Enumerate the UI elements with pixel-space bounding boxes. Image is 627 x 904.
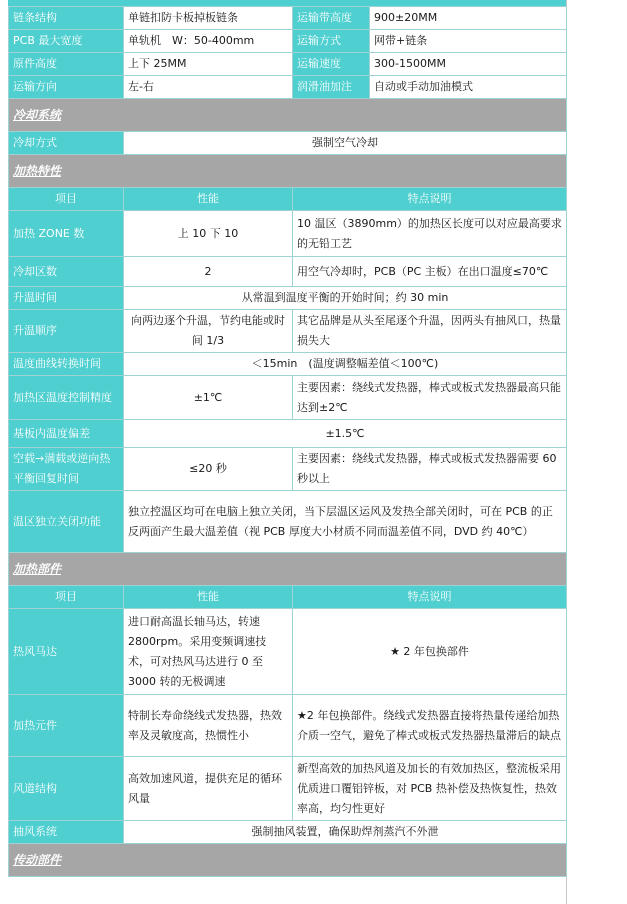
table-row	[9, 609, 567, 695]
table-row	[9, 287, 567, 310]
row-notes: 主要因素：绕线式发热器，棒式或板式发热器需要 60 秒以上	[293, 448, 567, 491]
row-performance: 高效加速风道，提供充足的循环风量	[124, 757, 293, 821]
row-label: 基板内温度偏差	[9, 420, 124, 448]
row-label: 运输方式	[293, 30, 370, 53]
table-row	[9, 310, 567, 353]
section-title: 加热特性	[9, 155, 567, 188]
row-label: 冷却方式	[9, 132, 124, 155]
table-row	[9, 132, 567, 155]
row-label: 加热区温度控制精度	[9, 376, 124, 420]
section-title: 加热部件	[9, 553, 567, 586]
row-label: 风道结构	[9, 757, 124, 821]
row-performance: ±1℃	[124, 376, 293, 420]
row-performance: 向两边逐个升温，节约电能或时间 1/3	[124, 310, 293, 353]
section-header-cooling	[9, 99, 567, 132]
row-value: 独立控温区均可在电脑上独立关闭，当下层温区运风及发热全部关闭时，可在 PCB 的正反两面产生最大温差值（视 PCB 厚度大小材质不同而温差值不同，DVD 约 40℃）	[124, 491, 567, 553]
row-notes: 用空气冷却时，PCB（PC 主板）在出口温度≤70℃	[293, 257, 567, 287]
spec-table	[8, 6, 567, 877]
table-row	[9, 353, 567, 376]
column-header: 特点说明	[293, 188, 567, 211]
row-label: 温区独立关闭功能	[9, 491, 124, 553]
table-row	[9, 7, 567, 30]
table-row	[9, 76, 567, 99]
row-notes: 10 温区（3890mm）的加热区长度可以对应最高要求的无铅工艺	[293, 211, 567, 257]
table-row	[9, 757, 567, 821]
row-value: 单链扣防卡板掉板链条	[124, 7, 293, 30]
table-row	[9, 491, 567, 553]
row-notes: ★2 年包换部件。绕线式发热器直接将热量传递给加热介质一空气，避免了棒式或板式发热器热量滞后的缺点	[293, 695, 567, 757]
row-notes: ★ 2 年包换部件	[293, 609, 567, 695]
row-label: 加热 ZONE 数	[9, 211, 124, 257]
column-header: 项目	[9, 586, 124, 609]
row-value: 自动或手动加油模式	[370, 76, 567, 99]
table-row	[9, 30, 567, 53]
row-value: 300-1500MM	[370, 53, 567, 76]
row-value: 上下 25MM	[124, 53, 293, 76]
row-value: 网带+链条	[370, 30, 567, 53]
section-header-drive	[9, 844, 567, 877]
column-header-row	[9, 586, 567, 609]
row-value: 强制空气冷却	[124, 132, 567, 155]
row-label: 运输速度	[293, 53, 370, 76]
column-header: 性能	[124, 586, 293, 609]
section-header-parts	[9, 553, 567, 586]
table-row	[9, 211, 567, 257]
row-label: 温度曲线转换时间	[9, 353, 124, 376]
row-value: 从常温到温度平衡的开始时间；约 30 min	[124, 287, 567, 310]
row-label: 链条结构	[9, 7, 124, 30]
section-title: 冷却系统	[9, 99, 567, 132]
row-label: 热风马达	[9, 609, 124, 695]
row-value: 900±20MM	[370, 7, 567, 30]
row-value: 单轨机 W：50-400mm	[124, 30, 293, 53]
row-value: 强制抽风装置，确保助焊剂蒸汽不外泄	[124, 821, 567, 844]
row-value: ±1.5℃	[124, 420, 567, 448]
row-label: 原件高度	[9, 53, 124, 76]
row-value: ＜15min (温度调整幅差值＜100℃)	[124, 353, 567, 376]
column-header: 特点说明	[293, 586, 567, 609]
row-label: 空载→满载或逆向热平衡回复时间	[9, 448, 124, 491]
section-title: 传动部件	[9, 844, 567, 877]
table-row	[9, 376, 567, 420]
section-header-heating	[9, 155, 567, 188]
row-label: 冷却区数	[9, 257, 124, 287]
row-label: 升温时间	[9, 287, 124, 310]
row-label: 抽风系统	[9, 821, 124, 844]
row-label: PCB 最大宽度	[9, 30, 124, 53]
table-row	[9, 257, 567, 287]
column-header: 项目	[9, 188, 124, 211]
row-label: 升温顺序	[9, 310, 124, 353]
row-notes: 主要因素：绕线式发热器，棒式或板式发热器最高只能达到±2℃	[293, 376, 567, 420]
row-label: 运输带高度	[293, 7, 370, 30]
row-performance: 特制长寿命绕线式发热器，热效率及灵敏度高，热惯性小	[124, 695, 293, 757]
row-performance: 2	[124, 257, 293, 287]
row-label: 运输方向	[9, 76, 124, 99]
column-header-row	[9, 188, 567, 211]
row-performance: ≤20 秒	[124, 448, 293, 491]
table-row	[9, 448, 567, 491]
table-row	[9, 420, 567, 448]
row-notes: 其它品牌是从头至尾逐个升温，因两头有抽风口，热量损失大	[293, 310, 567, 353]
table-row	[9, 53, 567, 76]
table-row	[9, 695, 567, 757]
row-value: 左-右	[124, 76, 293, 99]
row-label: 加热元件	[9, 695, 124, 757]
table-row	[9, 821, 567, 844]
row-label: 润滑油加注	[293, 76, 370, 99]
row-notes: 新型高效的加热风道及加长的有效加热区，整流板采用优质进口覆铝锌板，对 PCB 热补偿及热恢复性，热效率高，均匀性更好	[293, 757, 567, 821]
column-header: 性能	[124, 188, 293, 211]
row-performance: 上 10 下 10	[124, 211, 293, 257]
row-performance: 进口耐高温长轴马达，转速 2800rpm。采用变频调速技术，可对热风马达进行 0 至 3000 转的无极调速	[124, 609, 293, 695]
